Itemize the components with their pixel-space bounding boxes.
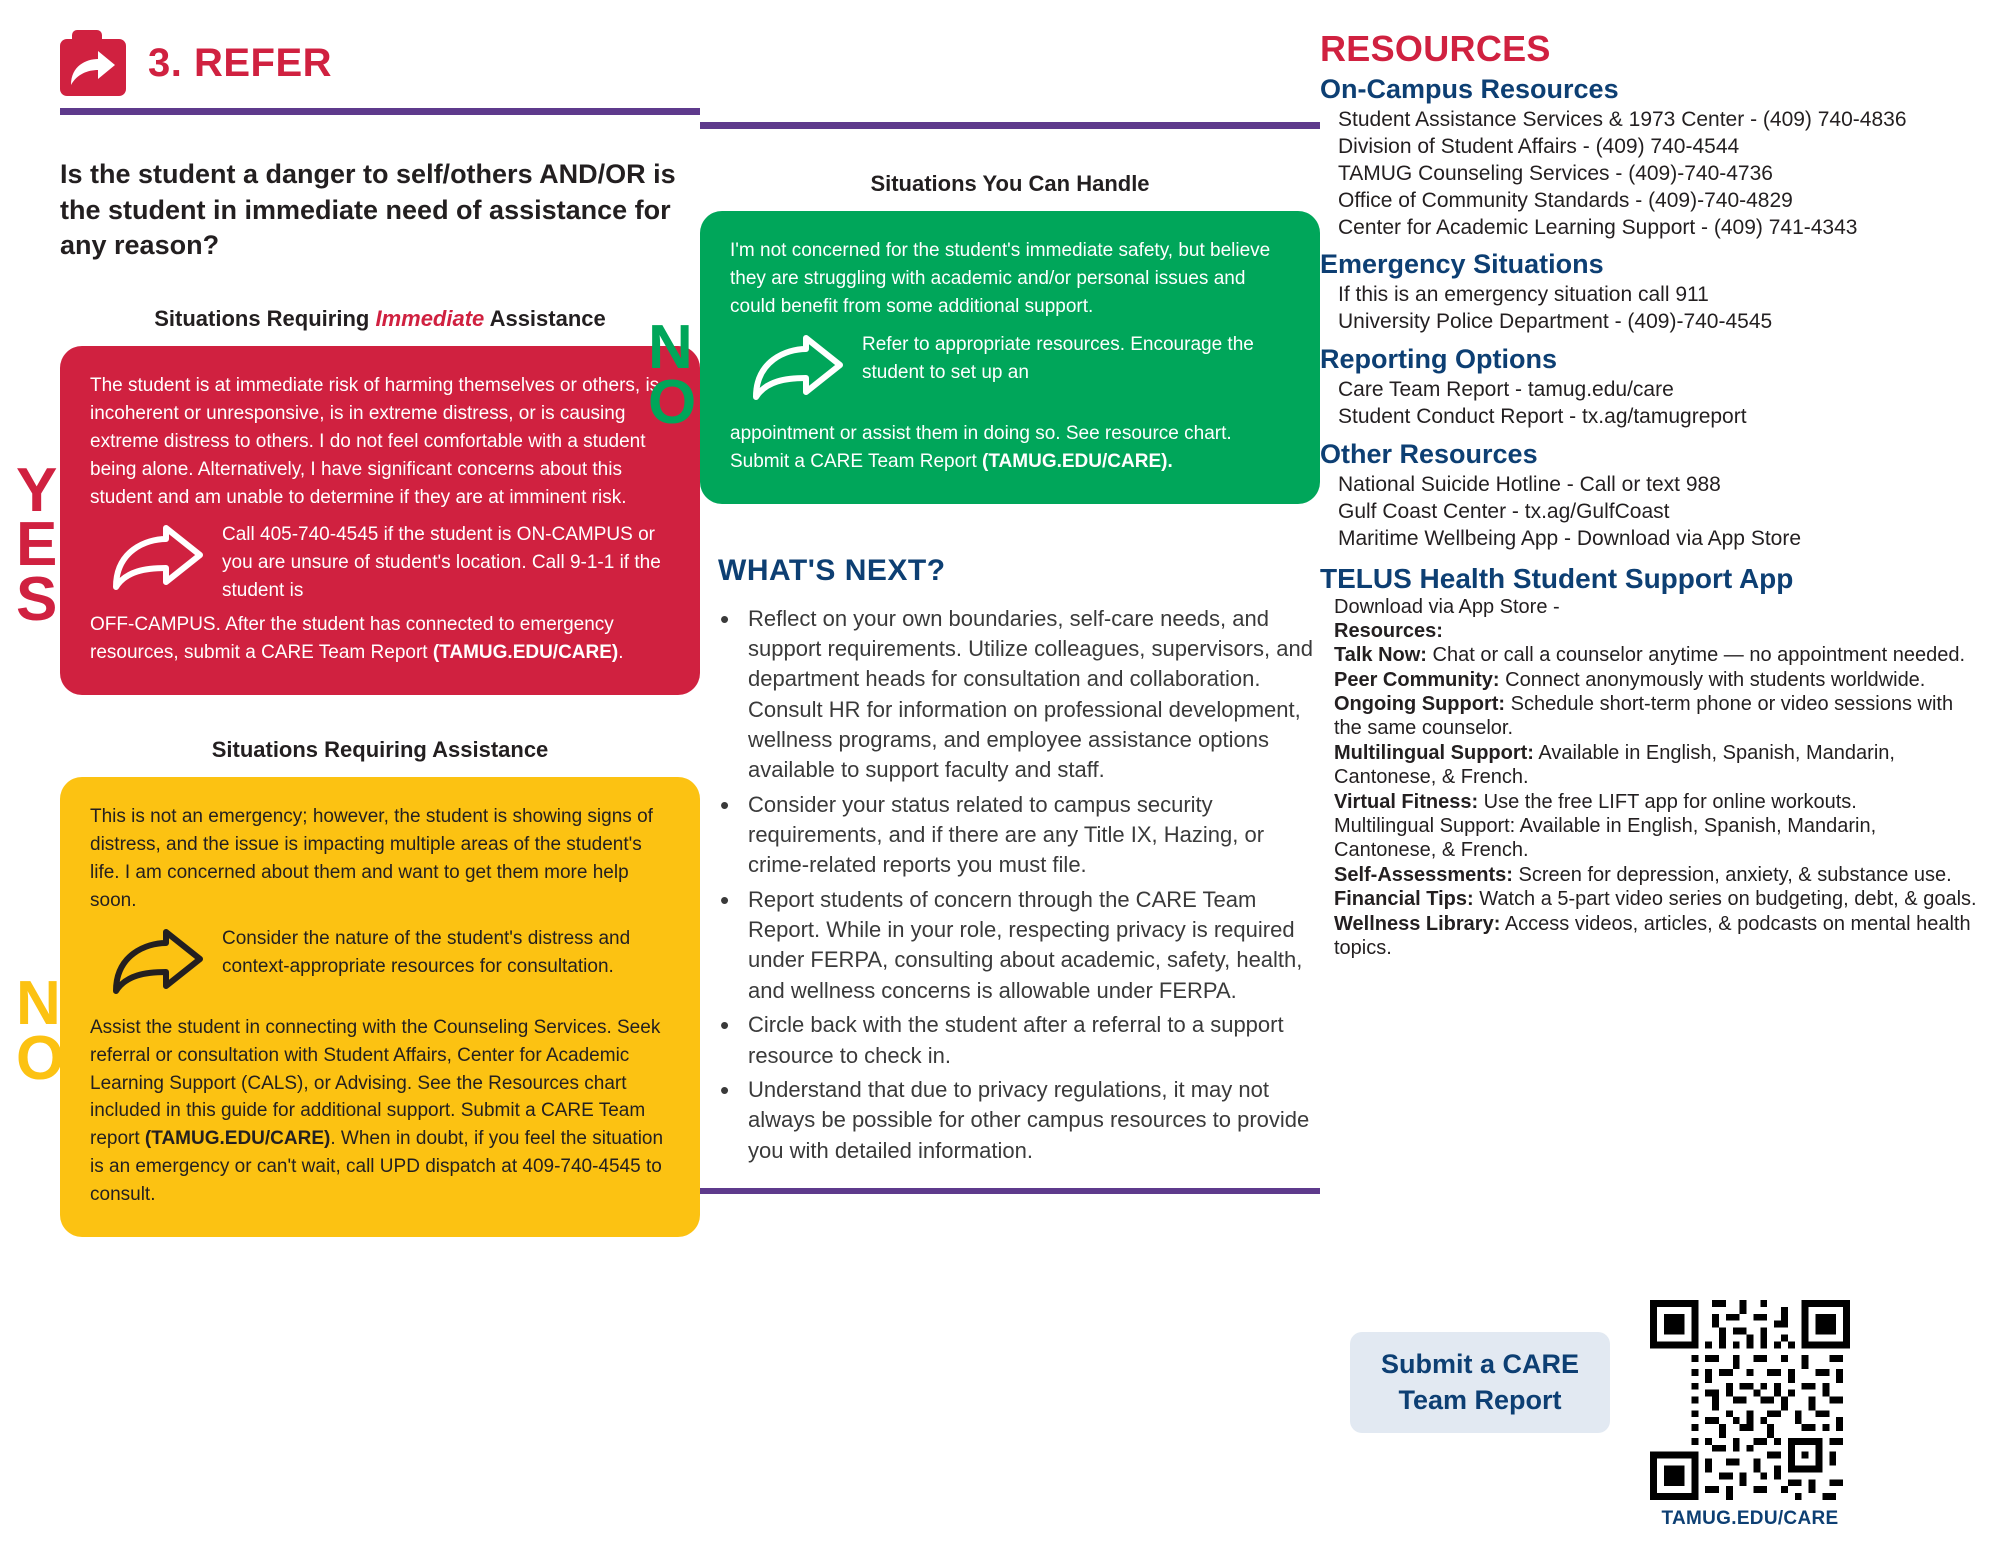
yes-letter-2: S <box>16 564 57 634</box>
telus-app-body <box>1334 595 1980 961</box>
handle-heading: Situations You Can Handle <box>870 171 1150 196</box>
immediate-head-suffix: Assistance <box>484 305 606 331</box>
qr-code-icon[interactable] <box>1650 1300 1850 1500</box>
telus-feature-text: Screen for depression, anxiety, & substance use. <box>1512 863 1952 886</box>
no-label-yellow <box>16 969 64 1093</box>
telus-app-title: TELUS Health Student Support App <box>1320 562 1794 594</box>
list-item: Maritime Wellbeing App - Download via App Store <box>1338 526 1802 550</box>
reporting-options-list <box>1338 377 1980 431</box>
telus-feature-text: Multilingual Support: Available in English, Spanish, Mandarin, Cantonese, & French. <box>1334 815 1877 862</box>
page-header <box>60 0 700 96</box>
whats-next-title: WHAT'S NEXT? <box>718 553 946 587</box>
immediate-head-emphasis: Immediate <box>375 305 485 331</box>
on-campus-resources-list <box>1338 107 1980 241</box>
whats-next-list <box>714 604 1320 1166</box>
telus-feature-text: Access videos, articles, & podcasts on mental health topics. <box>1334 912 1971 959</box>
assistance-card <box>60 777 700 1237</box>
telus-feature-label: Financial Tips: <box>1334 888 1474 911</box>
list-item: Care Team Report - tamug.edu/care <box>1338 378 1674 402</box>
resources-title: RESOURCES <box>1320 28 1551 69</box>
immediate-assistance-heading <box>60 306 700 332</box>
telus-feature <box>1334 692 1980 741</box>
list-item: National Suicide Hotline - Call or text 988 <box>1338 472 1721 496</box>
care-button-line2: Team Report <box>1398 1385 1562 1416</box>
yellow-card-arrow-block <box>90 925 670 981</box>
middle-header-divider <box>700 122 1320 129</box>
immediate-assistance-card <box>60 346 700 695</box>
assistance-heading: Situations Requiring Assistance <box>211 737 549 763</box>
list-item: • Circle back with the student after a referral to a support resource to check in. <box>714 1010 1320 1071</box>
red-card-para1: The student is at immediate risk of harming themselves or others, is incoherent or unresponsive, is in extreme distress, or is causing extreme distress to others. I do not feel comfortable with a student being alone. Alternatively, I have significant concerns about this student and am unable to determine if they are at imminent risk. <box>90 374 660 508</box>
telus-feature <box>1334 912 1980 961</box>
list-item: • Reflect on your own boundaries, self-care needs, and support requirements. Utilize colleagues, supervisors, and department heads for consultation and collaboration. Consult HR for information on professional development, wellness programs, and employee assistance options available to support faculty and staff. <box>714 604 1320 786</box>
yellow-card-care-url: (TAMUG.EDU/CARE) <box>144 1128 331 1150</box>
list-item: • Report students of concern through the CARE Team Report. While in your role, respecting privacy is required under FERPA, consulting about academic, safety, health, and wellness concerns is allowable under FERPA. <box>714 885 1320 1006</box>
green-card-arrow-block <box>730 331 1290 387</box>
telus-feature-text: Use the free LIFT app for online workouts. <box>1478 790 1857 813</box>
telus-feature-text: Available in English, Spanish, Mandarin, Cantonese, & French. <box>1334 741 1895 789</box>
list-item: Student Conduct Report - tx.ag/tamugreport <box>1338 405 1747 428</box>
no-branch-yellow <box>16 777 700 1237</box>
list-item: University Police Department - (409)-740-4545 <box>1338 310 1773 334</box>
telus-resources-label: Resources: <box>1334 619 1443 642</box>
yes-branch <box>16 346 700 695</box>
telus-feature <box>1334 741 1980 790</box>
folder-arrow-icon <box>60 30 126 96</box>
submit-care-team-report-button[interactable] <box>1350 1332 1610 1433</box>
telus-feature-text: Chat or call a counselor anytime — no appointment needed. <box>1426 644 1966 667</box>
no-yellow-letter-0: N <box>16 969 60 1039</box>
telus-feature-label: Self-Assessments: <box>1334 863 1513 886</box>
yellow-card-para1: This is not an emergency; however, the student is showing signs of distress, and the issue is impacting multiple areas of the student's life. I am concerned about them and want to get them more help soon. <box>90 806 653 911</box>
reporting-options-title: Reporting Options <box>1320 344 1557 375</box>
telus-feature <box>1334 863 1980 887</box>
immediate-head-prefix: Situations Requiring <box>154 305 376 331</box>
telus-feature <box>1334 887 1980 911</box>
list-item: If this is an emergency situation call 911 <box>1338 283 1709 307</box>
telus-feature-label: Peer Community: <box>1334 668 1500 691</box>
telus-download-line: Download via App Store - <box>1334 595 1560 618</box>
middle-footer-divider <box>700 1188 1320 1194</box>
yellow-card-para3 <box>90 1008 670 1209</box>
list-item: Center for Academic Learning Support - (409) 741-4343 <box>1338 215 1858 239</box>
header-divider <box>60 108 700 115</box>
no-label-green <box>648 313 696 437</box>
on-campus-resources-title: On-Campus Resources <box>1320 74 1619 104</box>
no-yellow-letter-1: O <box>16 1023 64 1093</box>
left-column <box>16 0 700 1545</box>
care-button-line1: Submit a CARE <box>1380 1349 1580 1379</box>
emergency-situations-title: Emergency Situations <box>1320 249 1604 280</box>
green-card-para3 <box>730 414 1290 476</box>
can-handle-card <box>700 211 1320 504</box>
telus-feature-text: Watch a 5-part video series on budgeting, debt, & goals. <box>1473 888 1977 911</box>
red-card-arrow-block <box>90 521 670 605</box>
footer-area <box>1320 1290 1980 1540</box>
telus-feature <box>1334 814 1980 863</box>
list-item: Office of Community Standards - (409)-740-4829 <box>1338 188 1793 212</box>
telus-feature-text: Schedule short-term phone or video sessions with the same counselor. <box>1334 693 1954 740</box>
telus-feature <box>1334 790 1980 814</box>
list-item: TAMUG Counseling Services - (409)-740-4736 <box>1338 161 1773 185</box>
no-green-letter-1: O <box>648 367 696 437</box>
list-item: • Understand that due to privacy regulations, it may not always be possible for other campus resources to provide you with detailed information. <box>714 1075 1320 1166</box>
red-card-para2: Call 405-740-4545 if the student is ON-CAMPUS or you are unsure of student's location. Call 9-1-1 if the student is <box>222 524 661 602</box>
yes-letter-0: Y <box>16 455 57 525</box>
other-resources-title: Other Resources <box>1320 438 1538 469</box>
page-title: 3. REFER <box>148 40 333 85</box>
big-question: Is the student a danger to self/others AND/OR is the student in immediate need of assistance for any reason? <box>60 159 676 261</box>
red-card-para3-pre: OFF-CAMPUS. After the student has connected to emergency resources, submit a CARE Team Report <box>90 614 614 664</box>
telus-feature-label: Virtual Fitness: <box>1334 790 1479 813</box>
no-branch-green <box>648 211 1320 504</box>
yes-label <box>16 455 57 634</box>
telus-feature-label: Ongoing Support: <box>1334 693 1506 716</box>
curved-arrow-icon <box>112 525 204 600</box>
telus-feature <box>1334 668 1980 692</box>
list-item: Student Assistance Services & 1973 Center - (409) 740-4836 <box>1338 108 1907 131</box>
green-card-para2: Refer to appropriate resources. Encourage the student to set up an <box>862 333 1254 383</box>
list-item: Gulf Coast Center - tx.ag/GulfCoast <box>1338 499 1670 523</box>
list-item: Division of Student Affairs - (409) 740-4544 <box>1338 134 1740 158</box>
red-card-para3 <box>90 605 670 667</box>
telus-feature-text: Connect anonymously with students worldwide. <box>1499 668 1926 691</box>
telus-feature-label: Multilingual Support: <box>1334 741 1534 764</box>
green-card-care-url: (TAMUG.EDU/CARE). <box>982 450 1173 472</box>
yes-letter-1: E <box>16 510 57 580</box>
yellow-card-para2: Consider the nature of the student's distress and context-appropriate resources for consultation. <box>222 927 631 977</box>
red-card-para3-post: . <box>618 642 624 664</box>
green-card-para1: I'm not concerned for the student's immediate safety, but believe they are struggling with academic and/or personal issues and could benefit from some additional support. <box>730 240 1271 317</box>
other-resources-list <box>1338 472 1980 553</box>
telus-feature-label: Wellness Library: <box>1334 912 1501 935</box>
emergency-situations-list <box>1338 282 1980 336</box>
middle-column <box>648 0 1320 1545</box>
telus-feature-label: Talk Now: <box>1334 644 1427 667</box>
green-card-para3-pre: appointment or assist them in doing so. See resource chart. Submit a CARE Team Report <box>730 422 1232 472</box>
no-green-letter-0: N <box>648 313 692 382</box>
red-card-care-url: (TAMUG.EDU/CARE) <box>432 642 619 664</box>
yellow-card-para3-post: . When in doubt, if you feel the situation is an emergency or can't wait, call UPD dispatch at 409-740-4545 to consult. <box>90 1128 664 1206</box>
curved-arrow-icon <box>112 929 204 1004</box>
yellow-card-para3-pre: Assist the student in connecting with the Counseling Services. Seek referral or consultation with Student Affairs, Center for Academic Learning Support (CALS), or Advising. See the Resources chart included in this guide for additional support. Submit a CARE Team report <box>90 1016 661 1150</box>
telus-feature <box>1334 643 1980 667</box>
curved-arrow-icon <box>752 335 844 410</box>
list-item: • Consider your status related to campus security requirements, and if there are any Title IX, Hazing, or crime-related reports you must file. <box>714 790 1320 881</box>
qr-url-label: TAMUG.EDU/CARE <box>1661 1508 1839 1529</box>
